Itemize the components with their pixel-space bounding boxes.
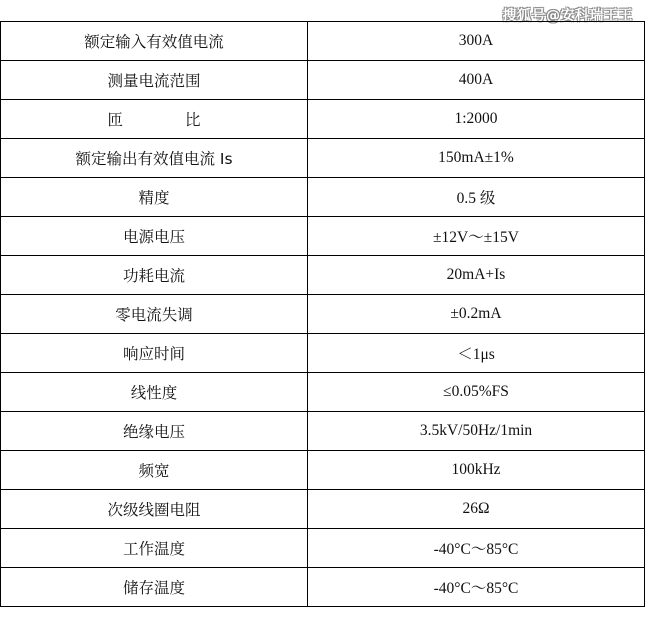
value-cell: 20mA+Is (308, 256, 645, 295)
table-row (1, 451, 645, 490)
param-cell: 频宽 (1, 451, 308, 490)
param-cell: 次级线圈电阻 (1, 490, 308, 529)
param-cell: 零电流失调 (1, 295, 308, 334)
param-cell: 线性度 (1, 373, 308, 412)
value-cell: 0.5 级 (308, 178, 645, 217)
param-cell: 匝 比 (1, 100, 308, 139)
table-row (1, 412, 645, 451)
table-row (1, 256, 645, 295)
value-cell: -40°C～85°C (308, 529, 645, 568)
value-cell: 100kHz (308, 451, 645, 490)
value-cell: 3.5kV/50Hz/1min (308, 412, 645, 451)
table-row (1, 100, 645, 139)
value-cell: ±12V～±15V (308, 217, 645, 256)
table-row (1, 490, 645, 529)
value-cell: 26Ω (308, 490, 645, 529)
value-cell: 300A (308, 22, 645, 61)
value-cell: 400A (308, 61, 645, 100)
param-cell: 储存温度 (1, 568, 308, 607)
param-cell: 额定输出有效值电流 Is (1, 139, 308, 178)
table-row (1, 139, 645, 178)
table-row (1, 217, 645, 256)
table-row (1, 334, 645, 373)
param-cell: 精度 (1, 178, 308, 217)
table-row (1, 178, 645, 217)
table-row (1, 61, 645, 100)
table-row (1, 373, 645, 412)
param-cell: 工作温度 (1, 529, 308, 568)
param-cell: 额定输入有效值电流 (1, 22, 308, 61)
value-cell: -40°C～85°C (308, 568, 645, 607)
table-row (1, 529, 645, 568)
value-cell: ≤0.05%FS (308, 373, 645, 412)
table-row (1, 295, 645, 334)
value-cell: 1:2000 (308, 100, 645, 139)
value-cell: ±0.2mA (308, 295, 645, 334)
table-row (1, 568, 645, 607)
spec-table (0, 21, 645, 607)
param-cell: 功耗电流 (1, 256, 308, 295)
param-cell: 电源电压 (1, 217, 308, 256)
table-row (1, 22, 645, 61)
param-cell: 响应时间 (1, 334, 308, 373)
watermark-text: 搜狐号@安科瑞王王 (502, 8, 633, 24)
value-cell: 150mA±1% (308, 139, 645, 178)
value-cell: ＜1μs (308, 334, 645, 373)
param-cell: 测量电流范围 (1, 61, 308, 100)
param-cell: 绝缘电压 (1, 412, 308, 451)
